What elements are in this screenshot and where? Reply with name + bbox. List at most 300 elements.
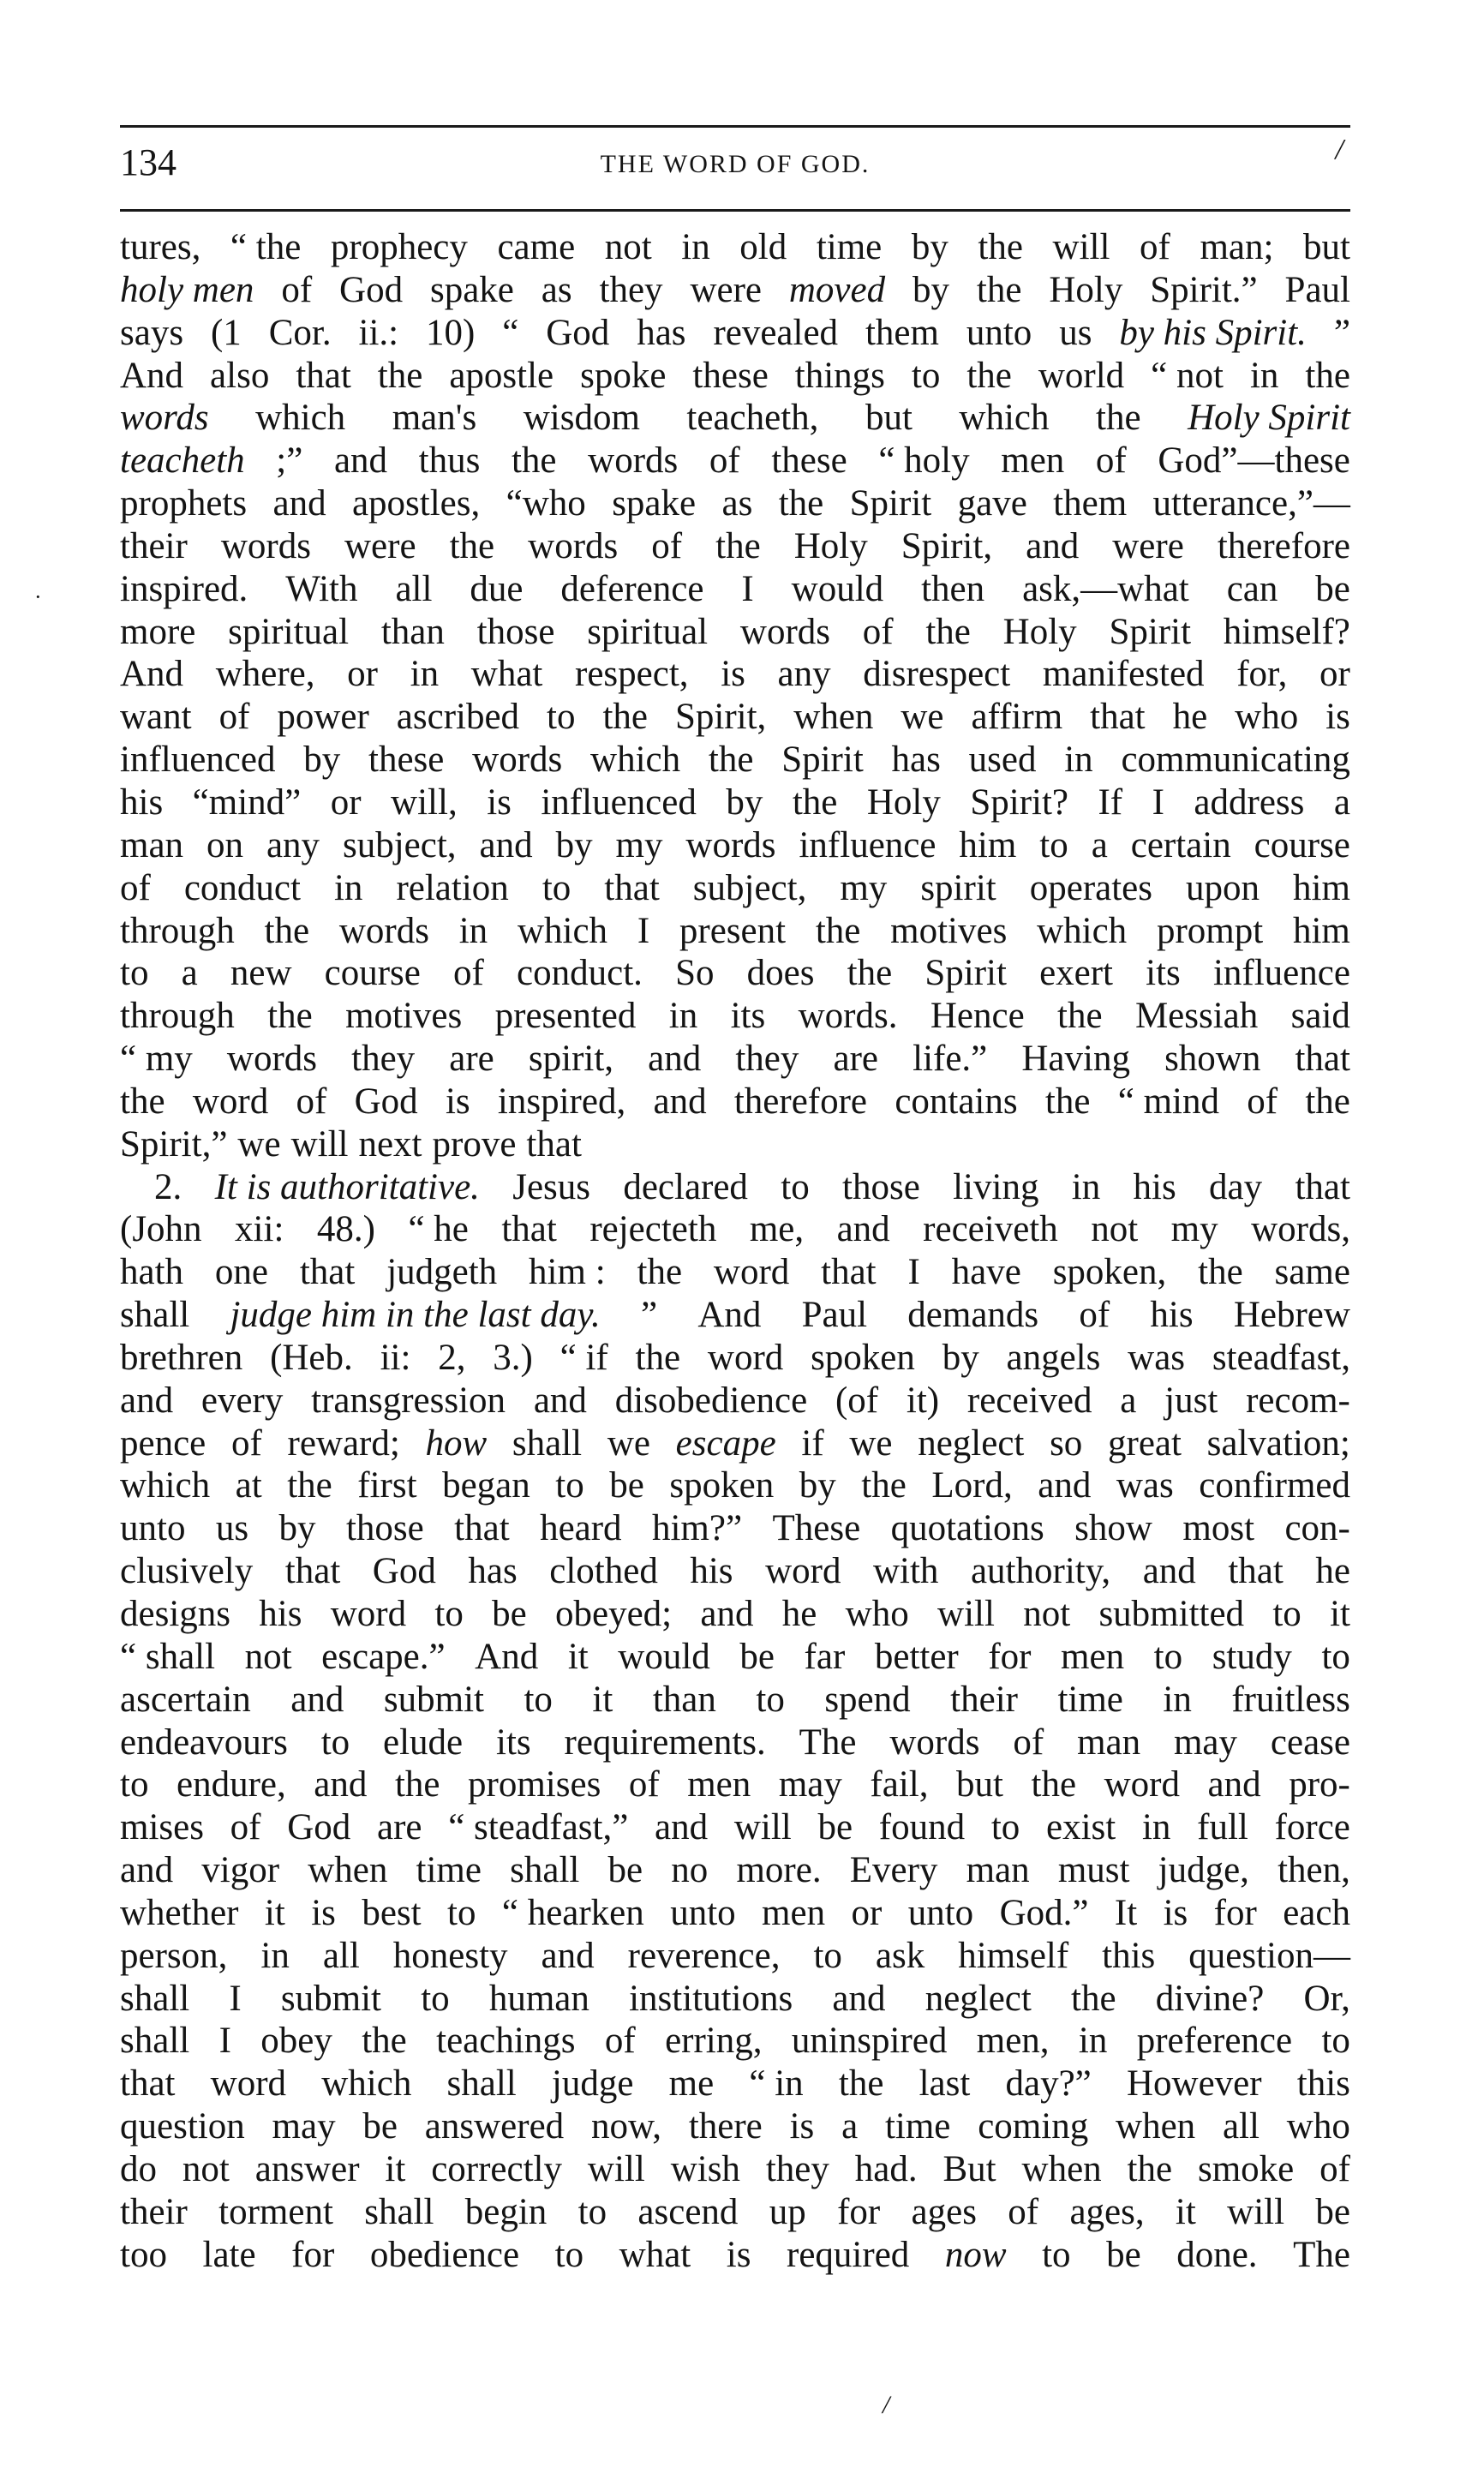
word: may <box>778 1764 842 1805</box>
word: unto <box>907 1892 974 1933</box>
word: And <box>120 654 184 695</box>
word: the <box>708 740 754 781</box>
body-text <box>120 226 1350 2277</box>
word: Spirit.” <box>1150 269 1258 310</box>
word: I <box>741 568 754 609</box>
word: “ the <box>230 227 302 267</box>
word: spirit, <box>528 1039 614 1080</box>
text-line <box>120 1038 1350 1081</box>
word: is <box>311 1892 336 1933</box>
word: recom- <box>1246 1380 1350 1421</box>
word: coming <box>978 2106 1089 2147</box>
word: will <box>587 2148 645 2189</box>
word: (of <box>835 1380 879 1421</box>
word: transgression <box>311 1380 506 1421</box>
word: that <box>296 355 351 396</box>
word: in <box>410 654 440 695</box>
word: his <box>1150 1295 1194 1336</box>
word: the <box>635 1337 681 1378</box>
word: endeavours <box>120 1722 288 1763</box>
word: of <box>1140 227 1170 267</box>
word: motives <box>345 996 463 1037</box>
word: which <box>120 1465 211 1506</box>
word: also <box>210 355 270 396</box>
word: torment <box>218 2191 333 2232</box>
word: to <box>990 1807 1020 1848</box>
word: has <box>468 1551 518 1592</box>
word: first <box>357 1465 417 1506</box>
word: now <box>944 2234 1007 2275</box>
page-number: 134 <box>120 141 177 183</box>
word: pence <box>120 1422 206 1464</box>
word: in <box>333 867 363 908</box>
word: receiveth <box>923 1209 1058 1250</box>
word: shall <box>364 2191 434 2232</box>
word: that <box>1090 697 1146 738</box>
word: me <box>668 2063 715 2105</box>
word: honesty <box>392 1935 508 1976</box>
word: and <box>700 1594 754 1634</box>
word: to <box>813 1935 842 1976</box>
word: mises <box>120 1807 204 1848</box>
word: neglect <box>918 1422 1025 1464</box>
word: they <box>735 1039 799 1080</box>
word: influence <box>1212 953 1350 994</box>
word: disobedience <box>614 1380 808 1421</box>
word: the <box>637 1252 683 1293</box>
word: his <box>259 1594 302 1634</box>
word: my <box>840 867 888 908</box>
word: now, <box>590 2106 661 2147</box>
word: and <box>333 440 388 482</box>
word: in <box>1249 355 1279 396</box>
word: which <box>255 398 346 439</box>
word: but <box>1303 227 1350 267</box>
word: shall <box>446 2063 517 2105</box>
word: to <box>1039 824 1068 865</box>
word: most <box>1182 1508 1255 1549</box>
word: are <box>377 1807 422 1848</box>
word: spake <box>612 483 697 524</box>
word: the <box>1305 1081 1350 1122</box>
word: word <box>707 1337 784 1378</box>
word: obedience <box>369 2234 520 2275</box>
word: they <box>765 2148 829 2189</box>
word: they <box>599 269 663 310</box>
word: and <box>653 1081 707 1122</box>
word: spake <box>429 269 514 310</box>
word: in <box>681 227 710 267</box>
text-line <box>120 1166 1350 1209</box>
word: Holy <box>793 525 868 566</box>
word: and <box>479 824 533 865</box>
word: to <box>421 1978 450 2019</box>
word: will <box>937 1594 995 1634</box>
text-line <box>120 739 1350 781</box>
word: do <box>120 2148 157 2189</box>
word: and <box>120 1380 174 1421</box>
word: I <box>637 910 650 951</box>
word: next <box>358 1123 422 1165</box>
word: words <box>120 398 209 439</box>
word: be <box>362 2106 398 2147</box>
word: to <box>577 2191 607 2232</box>
word: is <box>487 781 512 823</box>
word: them <box>865 312 939 353</box>
word: it <box>264 1892 285 1933</box>
text-line <box>120 1892 1350 1935</box>
word: the <box>264 910 310 951</box>
word: not <box>604 227 652 267</box>
word: that <box>1228 1551 1284 1592</box>
word: not <box>1023 1594 1071 1634</box>
word: con- <box>1284 1508 1350 1549</box>
word: men <box>687 1764 751 1805</box>
word: to <box>756 1679 785 1720</box>
word: that <box>501 1209 557 1250</box>
word: all <box>1222 2106 1260 2147</box>
word: this <box>1296 2063 1350 2105</box>
word: Paul <box>801 1295 868 1336</box>
word: and <box>272 483 326 524</box>
word: required <box>787 2234 910 2275</box>
word: in <box>1141 1807 1171 1848</box>
word: of <box>709 440 740 482</box>
word: of <box>230 1807 261 1848</box>
word: the <box>394 1764 440 1805</box>
word: shall <box>120 2021 190 2062</box>
word: himself <box>958 1935 1069 1976</box>
word: Paul <box>1284 269 1350 310</box>
word: words <box>739 611 830 652</box>
word: begin <box>464 2191 548 2232</box>
word: (John <box>120 1209 202 1250</box>
word: I <box>229 1978 242 2019</box>
word: But <box>942 2148 996 2189</box>
word: judge him in the last day. <box>230 1295 601 1336</box>
word: are <box>449 1039 494 1080</box>
text-line <box>120 1294 1350 1337</box>
text-line <box>120 1123 1350 1166</box>
text-line <box>120 1081 1350 1123</box>
word: of <box>120 867 151 908</box>
word: word <box>713 1252 790 1293</box>
word: answer <box>254 2148 360 2189</box>
word: word <box>765 1551 841 1592</box>
word: their <box>120 525 188 566</box>
word: fail, <box>870 1764 929 1805</box>
word: to <box>120 1764 149 1805</box>
word: be <box>1106 2234 1141 2275</box>
text-line <box>120 867 1350 910</box>
word: God <box>339 269 404 310</box>
word: time <box>816 227 883 267</box>
text-line <box>120 2234 1350 2277</box>
word: to <box>1321 1636 1350 1677</box>
word: influence <box>799 824 936 865</box>
word: steadfast, <box>1212 1337 1350 1378</box>
word: vigor <box>201 1850 280 1891</box>
word: spend <box>824 1679 911 1720</box>
word: too <box>120 2234 167 2275</box>
word: day?” <box>1005 2063 1092 2105</box>
word: there <box>688 2106 763 2147</box>
word: With <box>285 568 358 609</box>
word: that <box>1295 1166 1350 1207</box>
word: reward; <box>287 1422 400 1464</box>
word: The <box>799 1722 857 1763</box>
word: words <box>528 525 619 566</box>
word: wish <box>670 2148 740 2189</box>
word: confirmed <box>1199 1465 1350 1506</box>
word: is <box>445 1081 470 1122</box>
word: which <box>1037 910 1128 951</box>
top-rule <box>120 125 1350 128</box>
text-line <box>120 1679 1350 1722</box>
word: for <box>291 2234 335 2275</box>
word: to <box>547 697 576 738</box>
text-line <box>120 1550 1350 1593</box>
word: to <box>524 1679 553 1720</box>
word: is <box>789 2106 815 2147</box>
word: motives <box>890 910 1008 951</box>
word: had. <box>854 2148 918 2189</box>
word: wisdom <box>523 398 640 439</box>
word: and <box>655 1807 709 1848</box>
word: ii: <box>380 1337 411 1378</box>
word: “ my <box>120 1039 193 1080</box>
word: those <box>345 1508 424 1549</box>
word: ascribed <box>396 697 520 738</box>
text-line <box>120 2063 1350 2105</box>
bottom-mark: / <box>883 2391 890 2419</box>
word: to <box>554 2234 584 2275</box>
word: he <box>781 1594 817 1634</box>
word: when <box>1116 2106 1196 2147</box>
word: man's <box>392 398 477 439</box>
word: all <box>322 1935 360 1976</box>
word: “ he <box>408 1209 469 1250</box>
word: of <box>1247 1081 1278 1122</box>
word: which <box>959 398 1050 439</box>
word: is <box>1325 697 1350 738</box>
word: submitted <box>1098 1594 1245 1634</box>
word: this <box>1102 1935 1156 1976</box>
word: So <box>675 953 715 994</box>
word: ;” <box>276 440 303 482</box>
word: therefore <box>1217 525 1350 566</box>
word: gave <box>957 483 1027 524</box>
word: my <box>1170 1209 1218 1250</box>
word: judge <box>551 2063 634 2105</box>
word: the <box>861 1465 907 1506</box>
word: things <box>794 355 885 396</box>
word: Spirit, <box>674 697 767 738</box>
word: divine? <box>1155 1978 1265 2019</box>
word: shall <box>510 1850 580 1891</box>
word: and <box>1026 525 1080 566</box>
word: and <box>541 1935 595 1976</box>
word: words <box>588 440 679 482</box>
word: tures, <box>120 227 201 267</box>
word: “ hearken <box>501 1892 644 1933</box>
word: neglect <box>925 1978 1032 2019</box>
text-line <box>120 1422 1350 1465</box>
word: the <box>1198 1252 1243 1293</box>
word: a <box>181 953 198 994</box>
word: that <box>454 1508 510 1549</box>
word: Messiah <box>1134 996 1259 1037</box>
word: or <box>330 781 362 823</box>
word: or <box>1319 654 1350 695</box>
word: by his Spirit. <box>1119 312 1307 353</box>
page-header <box>120 134 1350 189</box>
word: Holy Spirit <box>1188 398 1350 439</box>
word: The <box>1293 2234 1350 2275</box>
word: will <box>1227 2191 1285 2232</box>
word: the <box>792 781 838 823</box>
word: that <box>604 867 660 908</box>
word: one <box>214 1252 268 1293</box>
word: those <box>476 611 555 652</box>
word: a <box>1333 781 1350 823</box>
word: However <box>1126 2063 1262 2105</box>
word: If <box>1098 781 1123 823</box>
word: the <box>925 611 971 652</box>
word: the <box>267 996 313 1037</box>
word: of <box>1095 440 1127 482</box>
word: force <box>1274 1807 1350 1848</box>
word: word <box>210 2063 287 2105</box>
word: smoke <box>1197 2148 1295 2189</box>
word: will, <box>391 781 458 823</box>
word: its <box>730 996 766 1037</box>
text-line <box>120 1763 1350 1806</box>
word: the <box>511 440 557 482</box>
word: preference <box>1136 2021 1293 2062</box>
word: institutions <box>629 1978 793 2019</box>
word: a <box>841 2106 859 2147</box>
word: God <box>372 1551 436 1592</box>
word: shall <box>120 1978 190 2019</box>
word: to <box>434 1594 464 1634</box>
word: each <box>1283 1892 1350 1933</box>
word: came <box>497 227 576 267</box>
text-line <box>120 2148 1350 2191</box>
text-line <box>120 568 1350 611</box>
text-line <box>120 440 1350 482</box>
word: elude <box>383 1722 464 1763</box>
word: to <box>555 1465 584 1506</box>
word: which <box>590 740 681 781</box>
word: is <box>721 654 745 695</box>
word: when <box>793 697 874 738</box>
word: therefore <box>733 1081 868 1122</box>
word: day <box>1209 1166 1263 1207</box>
word: prompt <box>1156 910 1264 951</box>
word: words <box>889 1722 980 1763</box>
word: must <box>1057 1850 1130 1891</box>
word: Or, <box>1303 1978 1350 2019</box>
word: spirit <box>920 867 996 908</box>
word: words <box>338 910 429 951</box>
word: of <box>1319 2148 1350 2189</box>
word: same <box>1274 1252 1350 1293</box>
text-line <box>120 1849 1350 1892</box>
word: men <box>762 1892 826 1933</box>
word: them <box>1053 483 1128 524</box>
word: of <box>296 1081 327 1122</box>
text-line <box>120 910 1350 953</box>
word: does <box>746 953 815 994</box>
word: with <box>872 1551 939 1592</box>
word: done. <box>1176 2234 1258 2275</box>
word: subject, <box>343 824 457 865</box>
word: can <box>1226 568 1278 609</box>
word: all <box>395 568 433 609</box>
word: address <box>1194 781 1305 823</box>
word: And <box>697 1295 762 1336</box>
word: the <box>377 355 423 396</box>
text-line <box>120 781 1350 824</box>
word: his <box>120 781 164 823</box>
word: Having <box>1021 1039 1130 1080</box>
word: communicating <box>1121 740 1350 781</box>
word: of <box>604 2021 636 2062</box>
word: by <box>555 824 593 865</box>
word: but <box>865 398 913 439</box>
word: in <box>1071 1166 1101 1207</box>
word: certain <box>1130 824 1231 865</box>
text-line <box>120 824 1350 867</box>
word: the <box>287 1465 332 1506</box>
word: life.” <box>913 1039 988 1080</box>
word: question— <box>1188 1935 1350 1976</box>
text-line <box>120 1337 1350 1380</box>
word: just <box>1164 1380 1218 1421</box>
word: to <box>1042 2234 1071 2275</box>
word: the <box>1057 996 1103 1037</box>
word: operates <box>1029 867 1153 908</box>
text-line <box>120 355 1350 398</box>
text-line <box>120 525 1350 568</box>
word: reverence, <box>627 1935 781 1976</box>
word: angels <box>1006 1337 1101 1378</box>
word: “ in <box>749 2063 804 2105</box>
word: unto <box>670 1892 736 1933</box>
word: escape.” <box>321 1636 446 1677</box>
text-line <box>120 1806 1350 1849</box>
word: how <box>425 1422 488 1464</box>
word: words <box>220 525 311 566</box>
word: demands <box>907 1295 1039 1336</box>
word: Holy <box>1049 269 1123 310</box>
word: at <box>235 1465 262 1506</box>
word: apostles, <box>351 483 481 524</box>
word: he <box>1315 1551 1350 1592</box>
word: its <box>1146 953 1181 994</box>
word: up <box>769 2191 806 2232</box>
word: spoken <box>811 1337 915 1378</box>
word: unto <box>120 1508 186 1549</box>
word: not <box>182 2148 230 2189</box>
word: the <box>976 269 1022 310</box>
word: and <box>533 1380 587 1421</box>
word: that <box>120 2063 176 2105</box>
word: which <box>517 910 608 951</box>
word: the <box>1096 398 1141 439</box>
word: a <box>1091 824 1108 865</box>
